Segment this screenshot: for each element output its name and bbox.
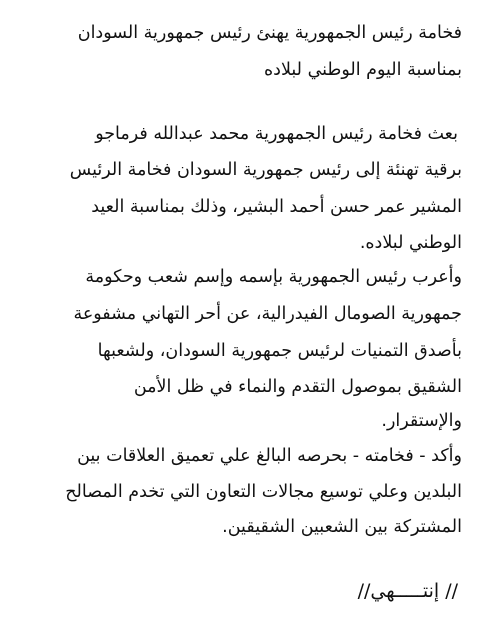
paragraph-2-line-1: وأعرب رئيس الجمهورية بإسمه وإسم شعب وحكومة [85, 267, 462, 287]
paragraph-1-line-1: بعث فخامة رئيس الجمهورية محمد عبدالله فرماجو [95, 124, 458, 144]
paragraph-2-line-5: والإستقرار. [381, 411, 462, 431]
paragraph-2-line-3: بأصدق التمنيات لرئيس جمهورية السودان، ولشعبها [97, 341, 462, 361]
paragraph-3-line-1: وأكد - فخامته - بحرصه البالغ علي تعميق العلاقات بين [77, 446, 462, 466]
paragraph-1-line-4: الوطني لبلاده. [359, 233, 462, 253]
paragraph-2-line-2: جمهورية الصومال الفيدرالية، عن أحر التهاني مشفوعة [73, 304, 462, 324]
closing-mark: // إنتـــــهي// [357, 580, 458, 602]
headline-line-1: فخامة رئيس الجمهورية يهنئ رئيس جمهورية السودان [77, 23, 462, 43]
paragraph-2-line-4: الشقيق بموصول التقدم والنماء في ظل الأمن [133, 377, 462, 397]
headline-line-2: بمناسبة اليوم الوطني لبلاده [263, 60, 462, 80]
paragraph-3-line-3: المشتركة بين الشعبين الشقيقين. [222, 517, 462, 537]
paragraph-1-line-3: المشير عمر حسن أحمد البشير، وذلك بمناسبة العيد [91, 197, 462, 217]
paragraph-3-line-2: البلدين وعلي توسيع مجالات التعاون التي تخدم المصالح [65, 482, 462, 502]
paragraph-1-line-2: برقية تهنئة إلى رئيس جمهورية السودان فخامة الرئيس [69, 160, 462, 180]
